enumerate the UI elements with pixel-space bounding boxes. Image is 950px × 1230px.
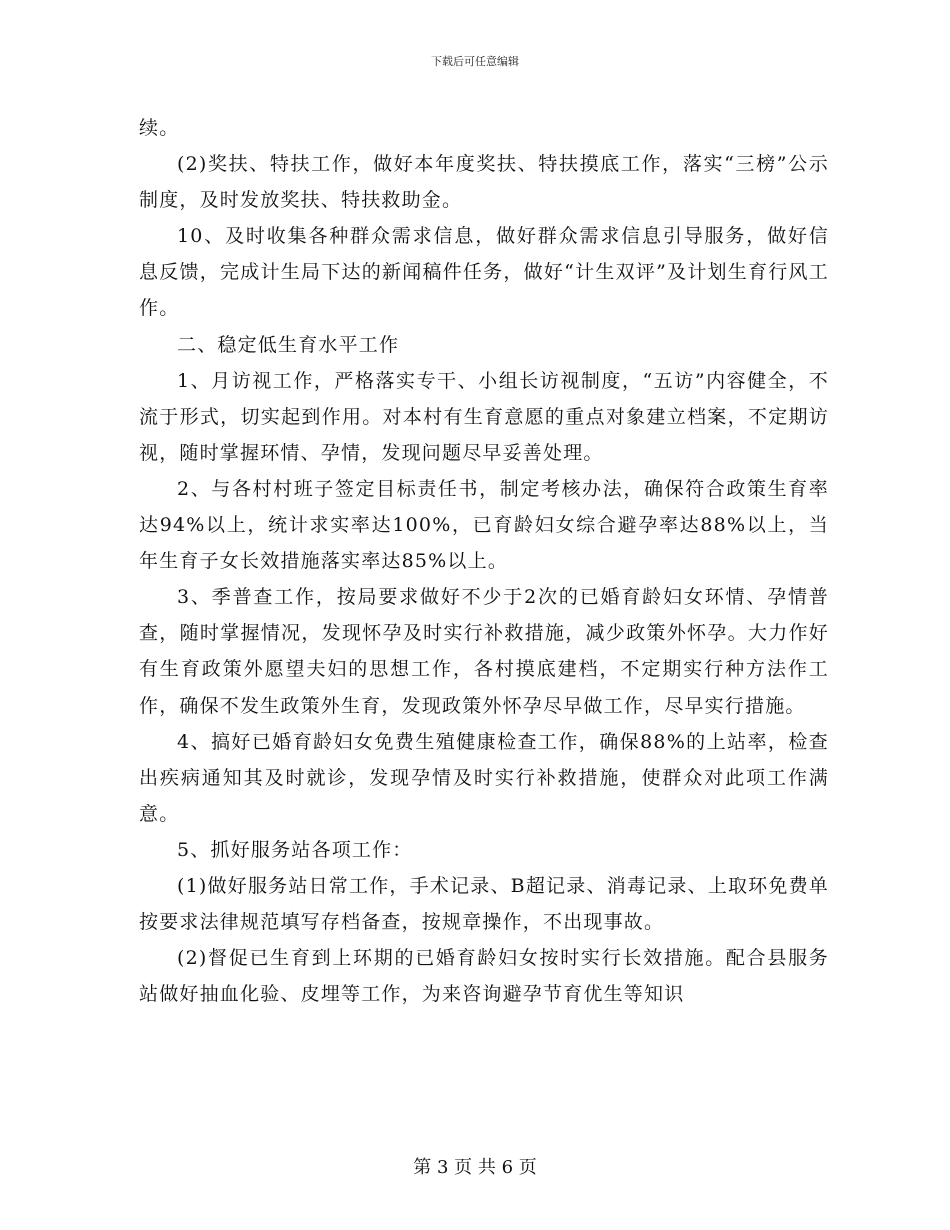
- page-header: 下载后可任意编辑: [431, 55, 519, 68]
- paragraph-item-4: 4、搞好已婚育龄妇女免费生殖健康检查工作，确保88%的上站率，检查出疾病通知其及时就诊，发现孕情及时实行补救措施，使群众对此项工作满意。: [139, 730, 829, 825]
- paragraph-item-1: 1、月访视工作，严格落实专干、小组长访视制度，“五访”内容健全，不流于形式，切实起到作用。对本村有生育意愿的重点对象建立档案，不定期访视，随时掌握环情、孕情，发现问题尽早妥善处理。: [139, 369, 829, 464]
- paragraph-item-5: 5、抓好服务站各项工作：: [177, 838, 413, 861]
- paragraph-item-2: 2、与各村村班子签定目标责任书，制定考核办法，确保符合政策生育率达94%以上，统计求实率达100%，已育龄妇女综合避孕率达88%以上，当年生育子女长效措施落实率达85%以上。: [139, 477, 829, 573]
- section-heading-stabilize-fertility: 二、稳定低生育水平工作: [177, 333, 400, 356]
- paragraph-item-3: 3、季普查工作，按局要求做好不少于2次的已婚育龄妇女环情、孕情普查，随时掌握情况，发现怀孕及时实行补救措施，减少政策外怀孕。大力作好有生育政策外愿望夫妇的思想工作，各村摸底建档，不定期实行种方法作工作，确保不发生政策外生育，发现政策外怀孕尽早做工作，尽早实行措施。: [139, 586, 829, 717]
- paragraph-item-5-1: (1)做好服务站日常工作，手术记录、B超记录、消毒记录、上取环免费单按要求法律规范填写存档备查，按规章操作，不出现事故。: [139, 874, 829, 934]
- page-footer: 第 3 页 共 6 页: [413, 1157, 537, 1178]
- paragraph-continuation: 续。: [139, 117, 180, 139]
- paragraph-reward-support: (2)奖扶、特扶工作，做好本年度奖扶、特扶摸底工作，落实“三榜”公示制度，及时发放奖扶、特扶救助金。: [139, 153, 829, 212]
- paragraph-item-10: 10、及时收集各种群众需求信息，做好群众需求信息引导服务，做好信息反馈，完成计生局下达的新闻稿件任务，做好“计生双评”及计划生育行风工作。: [139, 225, 829, 320]
- paragraph-item-5-2: (2)督促已生育到上环期的已婚育龄妇女按时实行长效措施。配合县服务站做好抽血化验、皮埋等工作，为来咨询避孕节育优生等知识: [139, 947, 829, 1006]
- document-body: [139, 110, 829, 1012]
